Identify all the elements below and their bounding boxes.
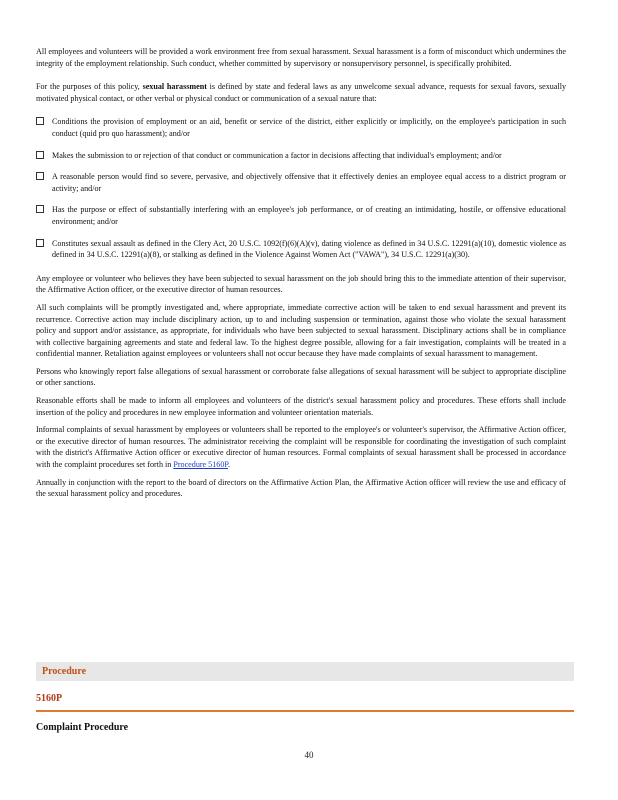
- paragraph-false-allegations: Persons who knowingly report false allegations of sexual harassment or corroborate false allegations of sexual harassment will be subject to appropriate discipline or other sanctions.: [36, 366, 566, 388]
- list-item: A reasonable person would find so severe, pervasive, and objectively offensive that it effectively denies an employee equal access to a district program or activity; and/or: [36, 171, 566, 194]
- paragraph-intro: All employees and volunteers will be provided a work environment free from sexual harassment. Sexual harassment is a form of misconduct which undermines the integrity of the employment relationship. Such conduct, whether committed by supervisory or nonsupervisory personnel, is specifically prohibited.: [36, 47, 566, 68]
- definition-list: [36, 116, 566, 260]
- checkbox-bullet-icon: [36, 205, 44, 213]
- paragraph-informal-complaints: Informal complaints of sexual harassment by employees or volunteers shall be reported to the employee's or volunteer's supervisor, the Affirmative Action officer, or the executive director of human resources. The administrator receiving the complaint will be responsible for coordinating the investigation of such complaint with the district's Affirmative Action officer or executive director of human resources. Formal complaints of sexual harassment shall be processed in accordance with the complaint procedures set forth in Procedure 5160P.: [36, 425, 566, 470]
- list-item: Constitutes sexual assault as defined in the Clery Act, 20 U.S.C. 1092(f)(6)(A)(v), dating violence as defined in 34 U.S.C. 12291(a)(10), domestic violence as defined in 34 U.S.C. 12291(a)(8), or stalking as defined in the Violence Against Women Act ("VAWA"), 34 U.S.C. 12291(a)(30).: [36, 238, 566, 261]
- definition-term: sexual harassment: [142, 82, 207, 92]
- list-item: Has the purpose or effect of substantially interfering with an employee's job performance, or of creating an intimidating, hostile, or offensive educational environment; and/or: [36, 204, 566, 227]
- checkbox-bullet-icon: [36, 151, 44, 159]
- checkbox-bullet-icon: [36, 117, 44, 125]
- checkbox-bullet-icon: [36, 172, 44, 180]
- paragraph-definition: [36, 81, 566, 104]
- procedure-code: 5160P: [36, 693, 63, 704]
- paragraph-reporting: Any employee or volunteer who believes they have been subjected to sexual harassment on the job should bring this to the immediate attention of their supervisor, the Affirmative Action officer, or the executive director of human resources.: [36, 273, 566, 295]
- list-item: Makes the submission to or rejection of that conduct or communication a factor in decisions affecting that individual's employment; and/or: [36, 150, 566, 162]
- policy-body: [36, 46, 566, 506]
- policy-details: [36, 273, 566, 500]
- procedure-5160p-link[interactable]: Procedure 5160P: [173, 460, 228, 470]
- paragraph-information: Reasonable efforts shall be made to inform all employees and volunteers of the district's sexual harassment policy and procedures. These efforts shall include insertion of the policy and procedures in new employee information and volunteer orientation materials.: [36, 396, 566, 417]
- checkbox-bullet-icon: [36, 239, 44, 247]
- definition-prefix: For the purposes of this policy,: [36, 82, 140, 92]
- paragraph-investigation: All such complaints will be promptly investigated and, where appropriate, immediate corrective action will be taken to end sexual harassment and prevent its recurrence. Corrective action may include disciplinary action, up to and including suspension or termination, against those who violate the sexual harassment policy and support and/or assistance, as appropriate, for individuals who have been subjected to sexual harassment. Disciplinary actions shall be in compliance with collective bargaining agreements and state and federal law. To the highest degree possible, allowing for a fair investigation, complaints will be treated in a confidential manner. Retaliation against employees or volunteers shall not occur because they have made complaints of sexual harassment to management.: [36, 302, 566, 359]
- section-header-label: Procedure: [42, 666, 87, 677]
- definition-suffix: is defined by state and federal laws as any unwelcome sexual advance, requests for sexual favors, sexually motivated physical contact, or other verbal or physical conduct or communication of a sexual nature that:: [36, 82, 566, 103]
- paragraph-annual-review: Annually in conjunction with the report to the board of directors on the Affirmative Action Plan, the Affirmative Action officer will review the use and efficacy of the sexual harassment policy and procedures.: [36, 477, 566, 499]
- list-item: Conditions the provision of employment or an aid, benefit or service of the district, either explicitly or implicitly, on the employee's participation in such conduct (quid pro quo harassment); and/or: [36, 116, 566, 139]
- section-header-procedure: [36, 662, 574, 681]
- procedure-code-header: [36, 689, 574, 712]
- page-number: 40: [304, 750, 314, 760]
- procedure-title: Complaint Procedure: [36, 722, 129, 733]
